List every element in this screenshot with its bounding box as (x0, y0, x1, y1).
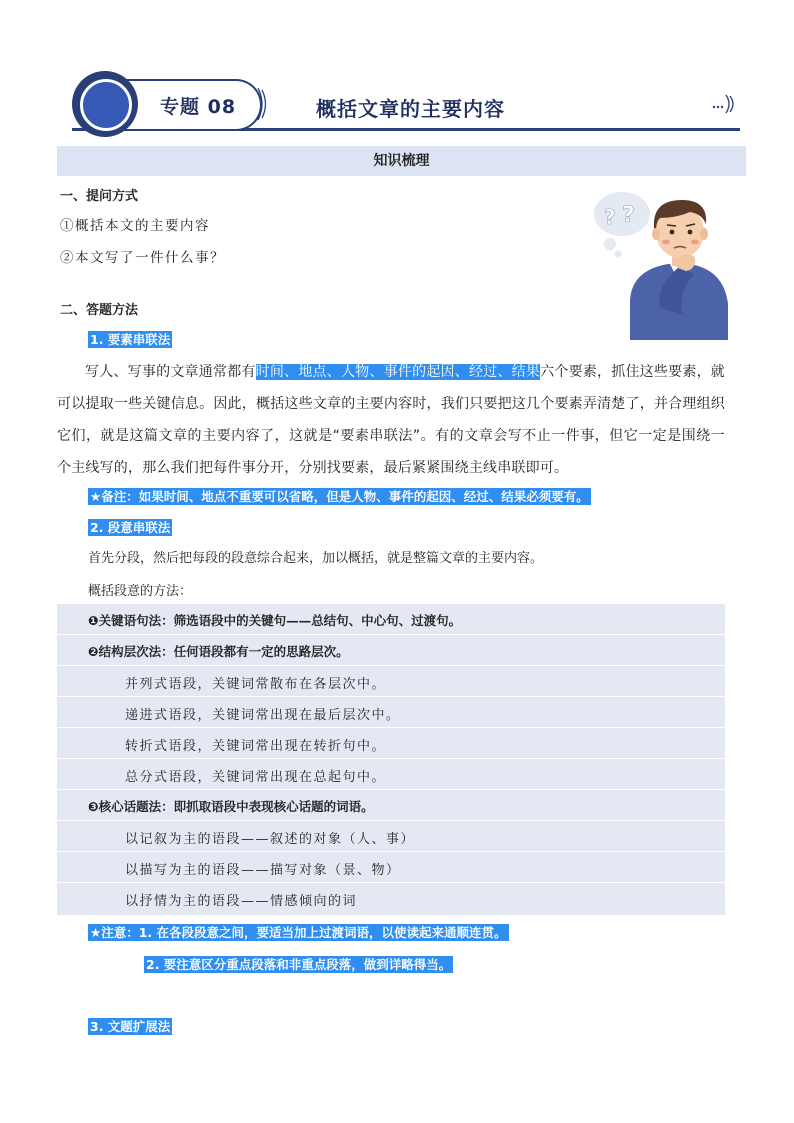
topic-lyrical: 以抒情为主的语段——情感倾向的词 (125, 894, 358, 909)
method2-note1 (88, 922, 509, 941)
structure-general: 总分式语段，关键词常出现在总起句中。 (125, 770, 387, 785)
question-2: ②本文写了一件什么事？ (60, 250, 225, 266)
method-structure: ❷结构层次法：任何语段都有一定的思路层次。 (88, 644, 349, 659)
method2-label (88, 517, 172, 536)
method2-label-text: 2. 段意串联法 (90, 520, 171, 535)
section-title: 知识梳理 (57, 146, 746, 176)
part1-heading: 一、提问方式 (60, 189, 139, 204)
methods-title: 概括段意的方法： (88, 584, 193, 599)
part2-heading: 二、答题方法 (60, 303, 139, 318)
method3-label-text: 3. 文题扩展法 (90, 1019, 171, 1034)
header-arc-icon (256, 84, 270, 124)
method3-label (88, 1016, 172, 1035)
page-title: 概括文章的主要内容 (316, 97, 505, 121)
method-key-sentence: ❶关键语句法：筛选语段中的关键句——总结句、中心句、过渡句。 (88, 613, 462, 628)
thinking-man-illustration (590, 188, 740, 340)
method2-note2-text: 2. 要注意区分重点段落和非重点段落，做到详略得当。 (146, 957, 452, 972)
paragraph-highlight: 时间、地点、人物、事件的起因、经过、结果 (255, 364, 541, 380)
paragraph-rest: 六个要素，抓住这些要素，就可以提取一些关键信息。因此，概括这些文章的主要内容时，我们只要把这几个要素弄清楚了，并合理组织它们，就是这篇文章的主要内容了，这就是“要素串联法”。有的文章会写不止一件事，但它一定是围绕一个主线写的，那么我们把每件事分开，分别找要素，最后紧紧围绕主线串联即可。 (57, 364, 725, 476)
method1-note (88, 486, 591, 505)
structure-parallel: 并列式语段，关键词常散布在各层次中。 (125, 677, 387, 692)
svg-text:?: ? (622, 203, 635, 228)
structure-progressive: 递进式语段，关键词常出现在最后层次中。 (125, 708, 401, 723)
methods-box (57, 603, 725, 915)
svg-text:?: ? (604, 205, 616, 229)
header-badge-inner (80, 79, 132, 131)
method1-note-text: ★备注：如果时间、地点不重要可以省略，但是人物、事件的起因、经过、结果必须要有。 (90, 489, 589, 504)
method1-paragraph (57, 356, 725, 484)
method2-note2 (144, 954, 453, 973)
header-dots-icon (712, 93, 738, 115)
method-core-topic: ❸核心话题法：即抓取语段中表现核心话题的词语。 (88, 799, 374, 814)
method1-label-text: 1. 要素串联法 (90, 332, 171, 347)
question-1: ①概括本文的主要内容 (60, 218, 210, 234)
topic-narrative: 以记叙为主的语段——叙述的对象（人、事） (125, 832, 416, 847)
paragraph-start: 写人、写事的文章通常都有 (85, 364, 256, 380)
topic-number: 专题 08 (160, 96, 237, 118)
method1-label (88, 329, 172, 348)
structure-contrast: 转折式语段，关键词常出现在转折句中。 (125, 739, 387, 754)
topic-descriptive: 以描写为主的语段——描写对象（景、物） (125, 863, 401, 878)
method2-note1-text: ★注意：1. 在各段段意之间，要适当加上过渡词语，以使读起来通顺连贯。 (90, 925, 507, 940)
method2-description: 首先分段，然后把每段的段意综合起来，加以概括，就是整篇文章的主要内容。 (88, 551, 544, 566)
